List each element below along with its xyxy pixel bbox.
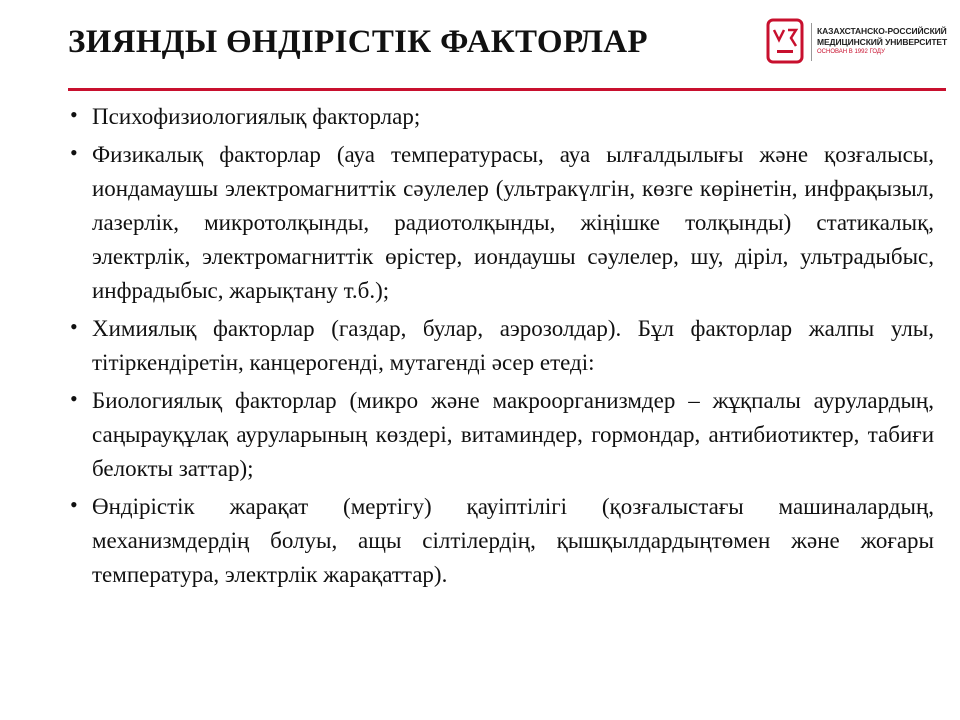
logo-university-name-line2: МЕДИЦИНСКИЙ УНИВЕРСИТЕТ (817, 37, 948, 47)
bullet-icon: • (70, 386, 78, 411)
slide-title: ЗИЯНДЫ ӨНДІРІСТІК ФАКТОРЛАР (68, 24, 648, 60)
logo-founded-text: ОСНОВАН В 1992 ГОДУ (817, 49, 885, 55)
bullet-item (68, 100, 934, 134)
logo-university-name-line1: КАЗАХСТАНСКО-РОССИЙСКИЙ (817, 26, 947, 36)
bullet-text: Өндірістік жарақат (мертігу) қауіптілігі (қозғалыстағы машиналардың, механизмдердің болуы, ащы сілтілердің, қышқылдардыңтөмен және жоғары температура, электрлік жарақаттар). (92, 494, 940, 587)
bullet-list (68, 100, 940, 596)
bullet-text: Психофизиологиялық факторлар; (92, 104, 421, 129)
bullet-icon: • (70, 140, 78, 165)
bullet-icon: • (70, 102, 78, 127)
bullet-icon: • (70, 492, 78, 517)
bullet-text: Биологиялық факторлар (микро және макроорганизмдер – жұқпалы аурулардың, саңырауқұлақ ауруларының көздері, витаминдер, гормондар, антибиотиктер, табиғи белокты заттар); (92, 388, 940, 481)
bullet-text: Физикалық факторлар (ауа температурасы, ауа ылғалдылығы және қозғалысы, иондамаушы электромагниттік сәулелер (ультракүлгін, көзге көрінетін, инфрақызыл, лазерлік, микротолқынды, радиотолқынды, жіңішке толқынды) статикалық, электрлік, электромагниттік өрістер, иондаушы сәулелер, шу, діріл, ультрадыбыс, инфрадыбыс, жарықтану т.б.); (92, 142, 940, 303)
logo-divider (811, 23, 812, 61)
bullet-text: Химиялық факторлар (газдар, булар, аэрозолдар). Бұл факторлар жалпы улы, тітіркендіретін, канцерогенді, мутагенді әсер етеді: (92, 316, 940, 375)
bullet-item (68, 384, 940, 486)
title-divider (68, 88, 946, 91)
university-emblem-icon (765, 18, 805, 66)
bullet-item (68, 490, 940, 592)
bullet-icon: • (70, 314, 78, 339)
bullet-item (68, 138, 940, 308)
bullet-item (68, 312, 940, 380)
university-logo (765, 18, 950, 68)
